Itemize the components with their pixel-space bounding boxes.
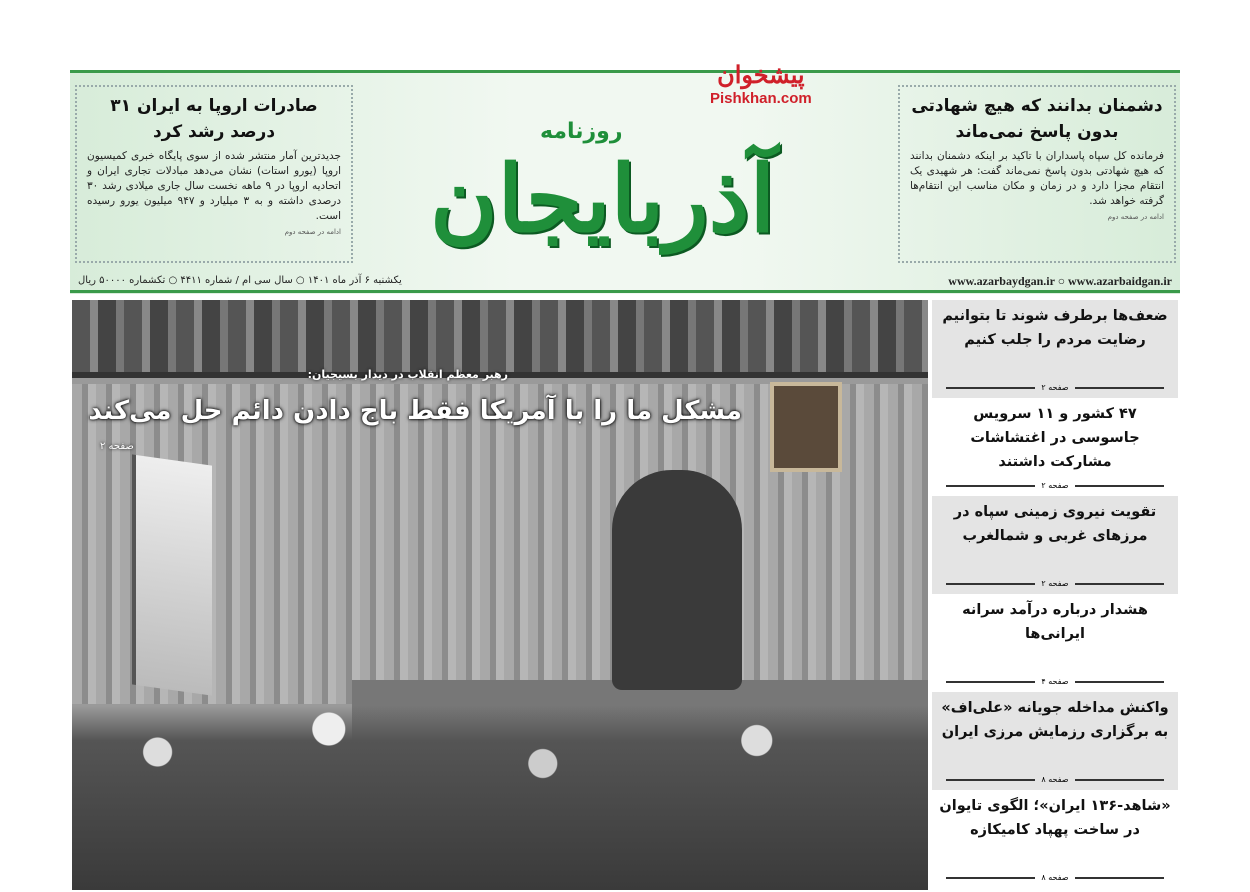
sidebar-title: تقویت نیروی زمینی سپاه در مرزهای غربی و شمالغرب <box>953 504 1157 544</box>
left-box-continued: ادامه در صفحه دوم <box>284 228 341 236</box>
speaker-figure <box>612 470 742 690</box>
watermark-en: Pishkhan.com <box>710 89 812 107</box>
right-box-continued: ادامه در صفحه دوم <box>1107 213 1164 221</box>
masthead <box>70 60 1180 294</box>
pishkhan-watermark <box>710 61 812 108</box>
page-ref: صفحه ۲ <box>1041 481 1069 490</box>
portrait-frame <box>770 382 842 472</box>
sidebar-item[interactable] <box>932 692 1178 790</box>
right-news-box[interactable] <box>898 85 1176 263</box>
sidebar-title: «شاهد-۱۳۶ ایران»؛ الگوی تایوان در ساخت پهپاد کامیکازه <box>939 798 1171 838</box>
sidebar-item[interactable] <box>932 398 1178 496</box>
websites: www.azarbaydgan.ir ○ www.azarbaidgan.ir <box>948 274 1172 288</box>
date-line <box>70 269 1180 293</box>
watermark-fa: پیشخوان <box>717 60 805 89</box>
sidebar-title: ضعف‌ها برطرف شوند تا بتوانیم رضایت مردم را جلب کنیم <box>942 308 1168 348</box>
logo-prefix: روزنامه <box>540 119 623 144</box>
page-ref: صفحه ۲ <box>1041 383 1069 392</box>
left-news-box[interactable] <box>75 85 353 263</box>
lead-headline[interactable]: مشکل ما را با آمریکا فقط باج دادن دائم حل می‌کند <box>88 396 742 426</box>
lead-kicker: رهبر معظم انقلاب در دیدار بسیجیان: <box>307 368 508 381</box>
page-ref-rule <box>938 773 1172 787</box>
sidebar-title: واکنش مداخله جویانه «علی‌اف» به برگزاری رزمایش مرزی ایران <box>941 700 1169 740</box>
audience <box>72 660 928 890</box>
sidebar-item[interactable] <box>932 496 1178 594</box>
sidebar-item[interactable] <box>932 594 1178 692</box>
ornament-band <box>72 300 928 378</box>
page-ref-rule <box>938 381 1172 395</box>
right-box-body: فرمانده کل سپاه پاسداران با تاکید بر اینکه دشمنان بدانند که هیچ شهادتی بدون پاسخ نمی‌ماند گفت: هر شهیدی یک انتقام مجزا دارد و در زمان و مکان مناسب این انتقام‌ها گرفته خواهد شد. <box>910 150 1164 207</box>
page-ref: صفحه ۲ <box>1041 579 1069 588</box>
left-box-title: صادرات اروپا به ایران ۳۱ درصد رشد کرد <box>110 96 318 142</box>
logo-name: آذربایجان <box>430 145 776 253</box>
page-ref-rule <box>938 577 1172 591</box>
lead-page-ref: صفحه ۲ <box>100 441 134 452</box>
sidebar-title: هشدار درباره درآمد سرانه ایرانی‌ها <box>962 602 1148 642</box>
lead-photo[interactable] <box>72 300 928 890</box>
page-ref-rule <box>938 675 1172 689</box>
newspaper-logo <box>410 60 840 267</box>
sidebar-item[interactable] <box>932 300 1178 398</box>
issue-date: یکشنبه ۶ آذر ماه ۱۴۰۱ ○ سال سی ام / شماره ۴۴۱۱ ○ تکشماره ۵۰۰۰۰ ریال <box>78 275 402 286</box>
sidebar-headlines <box>932 300 1178 890</box>
page-ref: صفحه ۴ <box>1041 677 1069 686</box>
sidebar-item[interactable] <box>932 790 1178 888</box>
page-ref-rule <box>938 871 1172 885</box>
page-ref: صفحه ۸ <box>1041 775 1069 784</box>
page-ref: صفحه ۸ <box>1041 873 1069 882</box>
left-box-body: جدیدترین آمار منتشر شده از سوی پایگاه خبری کمیسیون اروپا (یورو استات) نشان می‌دهد مبادلات تجاری ایران و اتحادیه اروپا در ۹ ماهه نخست سال جاری میلادی رشد ۳۰ درصدی داشته و به ۳ میلیارد و ۹۴۷ میلیون یورو رسیده است. <box>87 150 342 222</box>
page-ref-rule <box>938 479 1172 493</box>
sidebar-title: ۴۷ کشور و ۱۱ سرویس جاسوسی در اغتشاشات مشارکت داشتند <box>970 406 1140 470</box>
right-box-title: دشمنان بدانند که هیچ شهادتی بدون پاسخ نمی‌ماند <box>911 96 1163 142</box>
